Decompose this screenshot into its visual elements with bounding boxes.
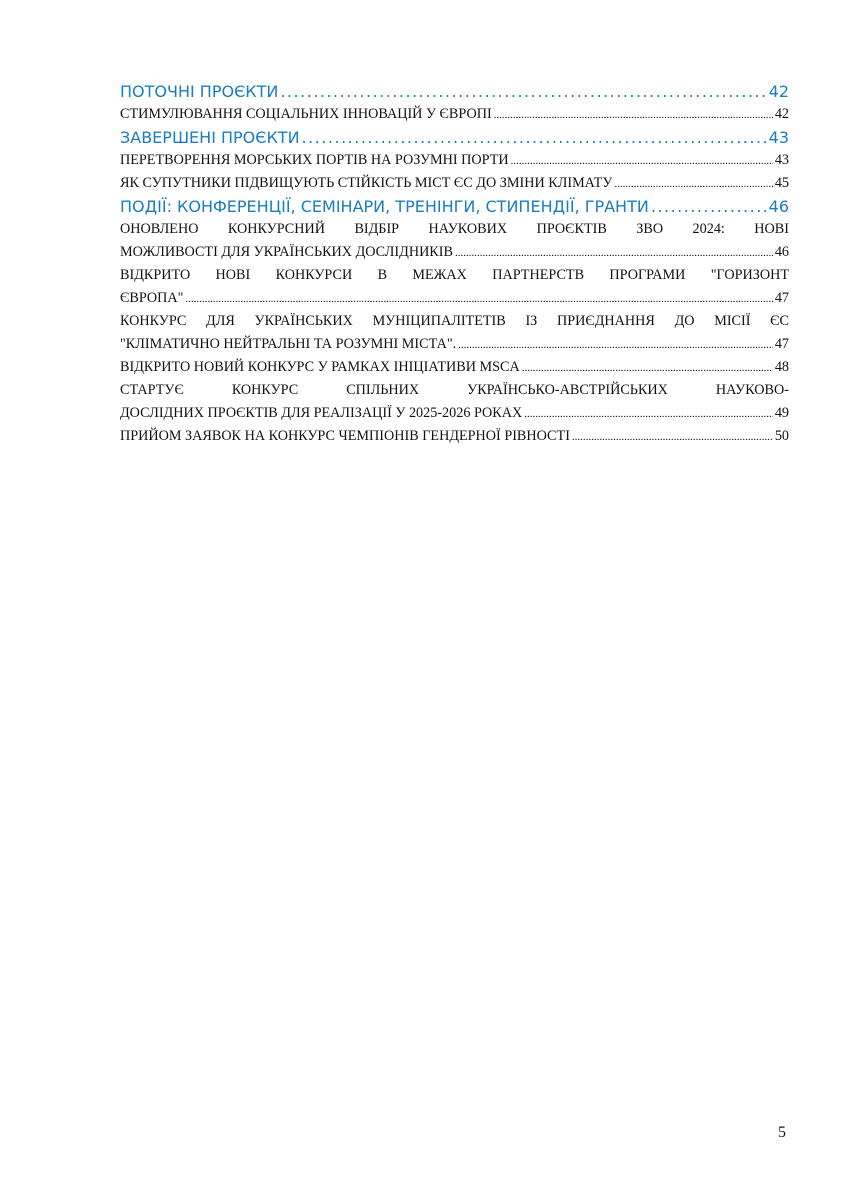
section-title: ЗАВЕРШЕНІ ПРОЄКТИ xyxy=(120,128,300,147)
toc-entry[interactable] xyxy=(120,333,789,356)
section-page-number: 46 xyxy=(768,197,789,216)
toc-entry[interactable] xyxy=(120,287,789,310)
toc-entry[interactable] xyxy=(120,356,789,379)
entry-page-number: 45 xyxy=(774,175,789,191)
toc-entry[interactable] xyxy=(120,103,789,126)
dot-leader xyxy=(651,195,767,218)
toc-entry[interactable] xyxy=(120,172,789,195)
dot-leader xyxy=(511,149,773,173)
entry-page-number: 42 xyxy=(774,106,789,122)
toc-entry-line-1[interactable] xyxy=(120,379,789,402)
entry-title: СТИМУЛЮВАННЯ СОЦІАЛЬНИХ ІННОВАЦІЙ У ЄВРОПІ xyxy=(120,106,492,122)
entry-title-line-1: КОНКУРС ДЛЯ УКРАЇНСЬКИХ МУНІЦИПАЛІТЕТІВ ІЗ ПРИЄДНАННЯ ДО МІСІЇ ЄС xyxy=(120,313,789,329)
entry-title-line-2: ДОСЛІДНИХ ПРОЄКТІВ ДЛЯ РЕАЛІЗАЦІЇ У 2025-2026 РОКАХ xyxy=(120,405,523,421)
toc-entry[interactable] xyxy=(120,149,789,172)
dot-leader xyxy=(455,241,773,265)
toc-section-heading[interactable] xyxy=(120,126,789,149)
dot-leader xyxy=(302,126,767,149)
section-page-number: 43 xyxy=(768,128,789,147)
toc-entry-line-1[interactable] xyxy=(120,310,789,333)
section-title: ПОДІЇ: КОНФЕРЕНЦІЇ, СЕМІНАРИ, ТРЕНІНГИ, СТИПЕНДІЇ, ГРАНТИ xyxy=(120,197,649,216)
toc-entry-line-1[interactable] xyxy=(120,218,789,241)
dot-leader xyxy=(522,356,773,380)
entry-page-number: 47 xyxy=(774,290,789,306)
entry-page-number: 49 xyxy=(774,405,789,421)
dot-leader xyxy=(494,103,773,127)
toc-entry[interactable] xyxy=(120,402,789,425)
entry-title-line-2: ЄВРОПА" xyxy=(120,290,184,306)
toc-entry[interactable] xyxy=(120,425,789,448)
entry-title-line-1: ОНОВЛЕНО КОНКУРСНИЙ ВІДБІР НАУКОВИХ ПРОЄКТІВ ЗВО 2024: НОВІ xyxy=(120,221,789,237)
toc-section-heading[interactable] xyxy=(120,195,789,218)
toc-entry-line-1[interactable] xyxy=(120,264,789,287)
entry-title-line-2: "КЛІМАТИЧНО НЕЙТРАЛЬНІ ТА РОЗУМНІ МІСТА". xyxy=(120,336,457,352)
entry-title-line-1: ВІДКРИТО НОВІ КОНКУРСИ В МЕЖАХ ПАРТНЕРСТВ ПРОГРАМИ "ГОРИЗОНТ xyxy=(120,267,789,283)
entry-page-number: 48 xyxy=(774,359,789,375)
entry-page-number: 50 xyxy=(774,428,789,444)
section-title: ПОТОЧНІ ПРОЄКТИ xyxy=(120,82,279,101)
entry-title: ВІДКРИТО НОВИЙ КОНКУРС У РАМКАХ ІНІЦІАТИВИ MSCA xyxy=(120,359,520,375)
toc-entry[interactable] xyxy=(120,241,789,264)
entry-title: ПРИЙОМ ЗАЯВОК НА КОНКУРС ЧЕМПІОНІВ ГЕНДЕРНОЇ РІВНОСТІ xyxy=(120,428,570,444)
section-page-number: 42 xyxy=(768,82,789,101)
entry-page-number: 43 xyxy=(774,152,789,168)
dot-leader xyxy=(185,287,772,311)
page-number: 5 xyxy=(778,1124,786,1141)
table-of-contents xyxy=(120,80,789,448)
dot-leader xyxy=(572,425,773,449)
toc-section-heading[interactable] xyxy=(120,80,789,103)
entry-title: ПЕРЕТВОРЕННЯ МОРСЬКИХ ПОРТІВ НА РОЗУМНІ ПОРТИ xyxy=(120,152,509,168)
dot-leader xyxy=(614,172,772,196)
entry-title: ЯК СУПУТНИКИ ПІДВИЩУЮТЬ СТІЙКІСТЬ МІСТ ЄС ДО ЗМІНИ КЛІМАТУ xyxy=(120,175,613,191)
entry-page-number: 47 xyxy=(774,336,789,352)
entry-title-line-2: МОЖЛИВОСТІ ДЛЯ УКРАЇНСЬКИХ ДОСЛІДНИКІВ xyxy=(120,244,453,260)
entry-page-number: 46 xyxy=(774,244,789,260)
dot-leader xyxy=(280,80,766,103)
entry-title-line-1: СТАРТУЄ КОНКУРС СПІЛЬНИХ УКРАЇНСЬКО-АВСТРІЙСЬКИХ НАУКОВО- xyxy=(120,382,789,398)
dot-leader xyxy=(458,333,773,357)
dot-leader xyxy=(524,402,773,426)
